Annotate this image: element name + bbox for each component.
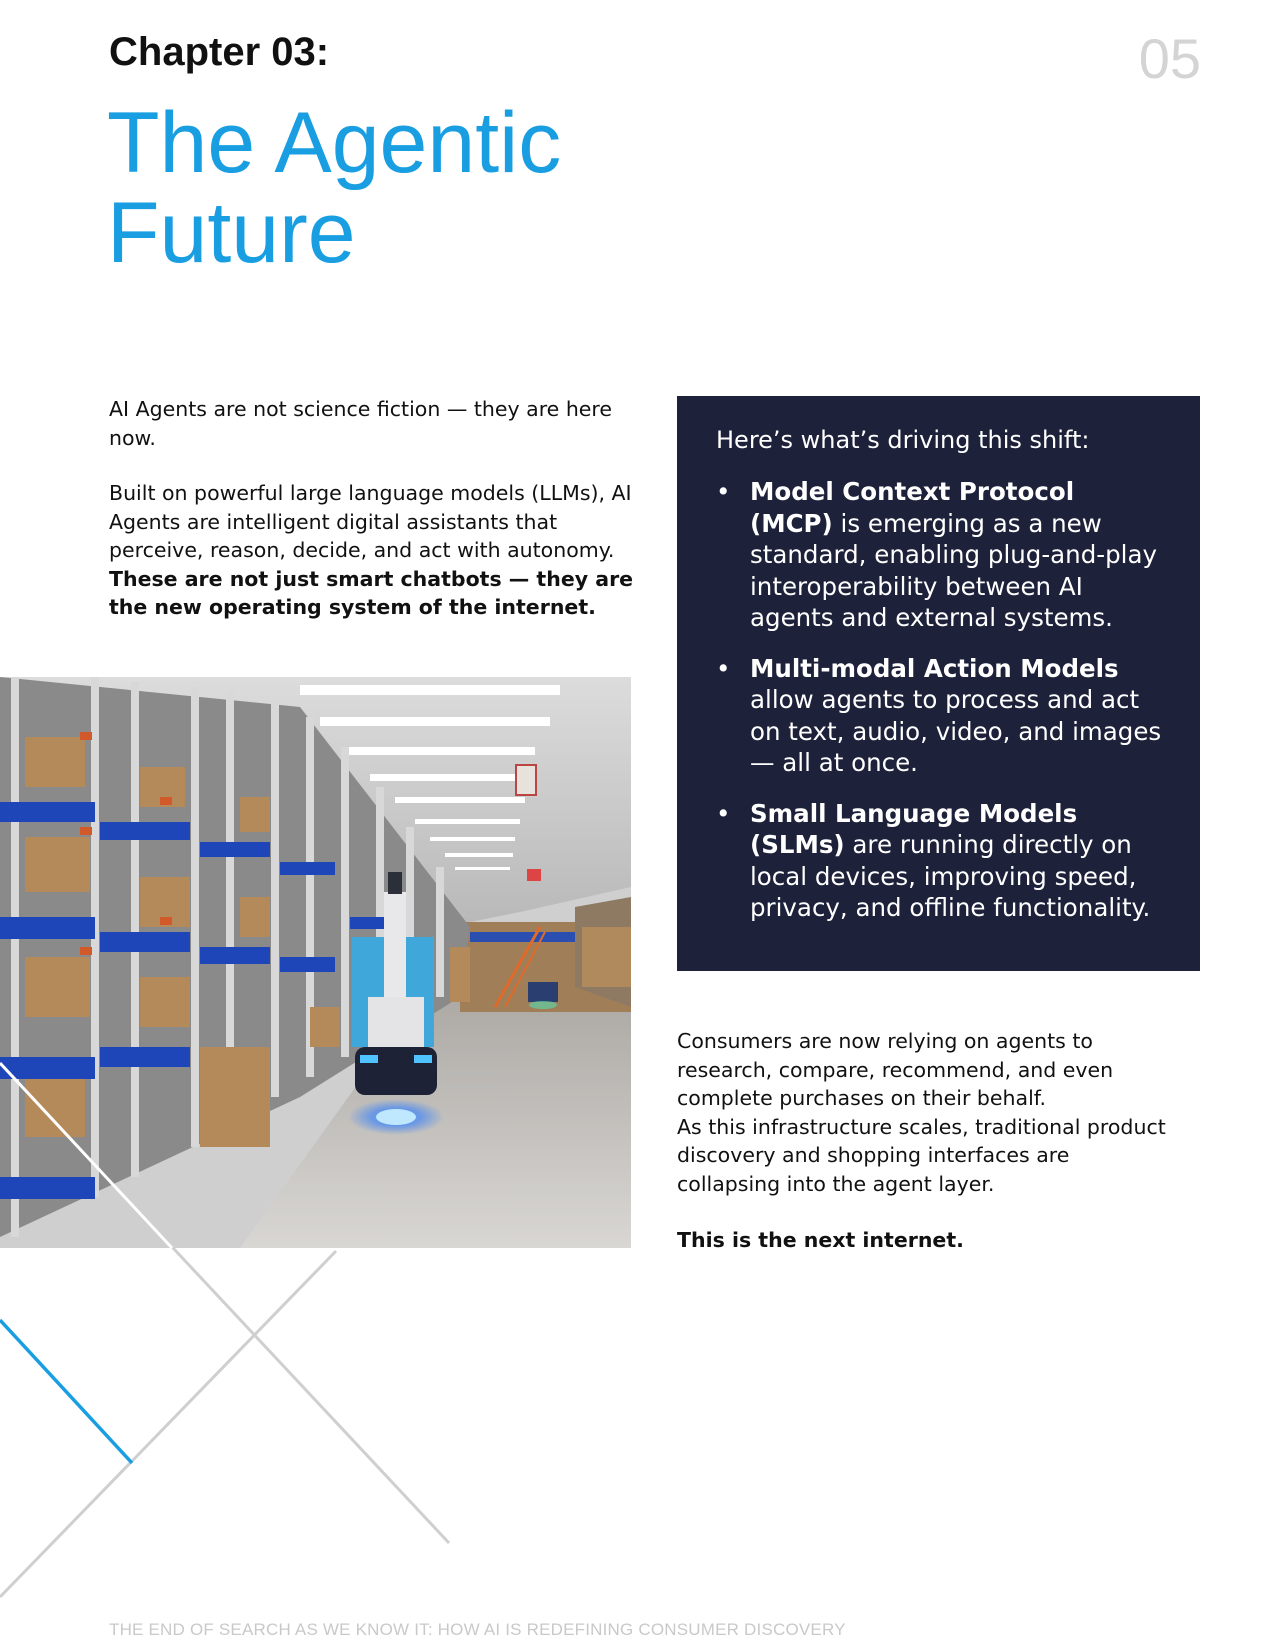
intro-paragraph-2-bold: These are not just smart chatbots — they are the new operating system of the internet. xyxy=(109,566,634,619)
bullet-icon: • xyxy=(716,477,731,506)
drivers-heading: Here’s what’s driving this shift: xyxy=(716,426,1090,454)
title-line-1: The Agentic xyxy=(107,95,562,191)
consumers-paragraph-2: As this infrastructure scales, traditional product discovery and shopping interfaces are collapsing into the agent layer. xyxy=(677,1114,1166,1196)
intro-paragraph-2-text: Built on powerful large language models (LLMs), AI Agents are intelligent digital assistants that perceive, reason, decide, and act with autonomy. xyxy=(109,481,632,562)
page-number: 05 xyxy=(1138,27,1201,90)
consumers-paragraph-1: Consumers are now relying on agents to research, compare, recommend, and even complete purchases on their behalf. xyxy=(677,1029,1114,1110)
closing-statement: This is the next internet. xyxy=(677,1228,964,1252)
driver-text: is emerging as a new standard, enabling plug-and-play interoperability between AI agents and external systems. xyxy=(750,508,1157,632)
driver-text: allow agents to process and act on text, audio, video, and images — all at once. xyxy=(750,685,1162,777)
bullet-icon: • xyxy=(716,653,731,683)
title-line-2: Future xyxy=(107,185,356,281)
driver-term: Small Language Models (SLMs) xyxy=(750,798,1078,859)
chapter-label: Chapter 03: xyxy=(109,30,330,74)
bullet-icon: • xyxy=(716,798,731,828)
intro-paragraph-1: AI Agents are not science fiction — they are here now. xyxy=(109,397,613,450)
driver-text: are running directly on local devices, improving speed, privacy, and offline functionality. xyxy=(750,830,1151,922)
driver-term: Model Context Protocol (MCP) xyxy=(750,477,1075,538)
footer-text: THE END OF SEARCH AS WE KNOW IT: HOW AI IS REDEFINING CONSUMER DISCOVERY xyxy=(109,1620,846,1639)
driver-term: Multi-modal Action Models xyxy=(750,653,1119,683)
